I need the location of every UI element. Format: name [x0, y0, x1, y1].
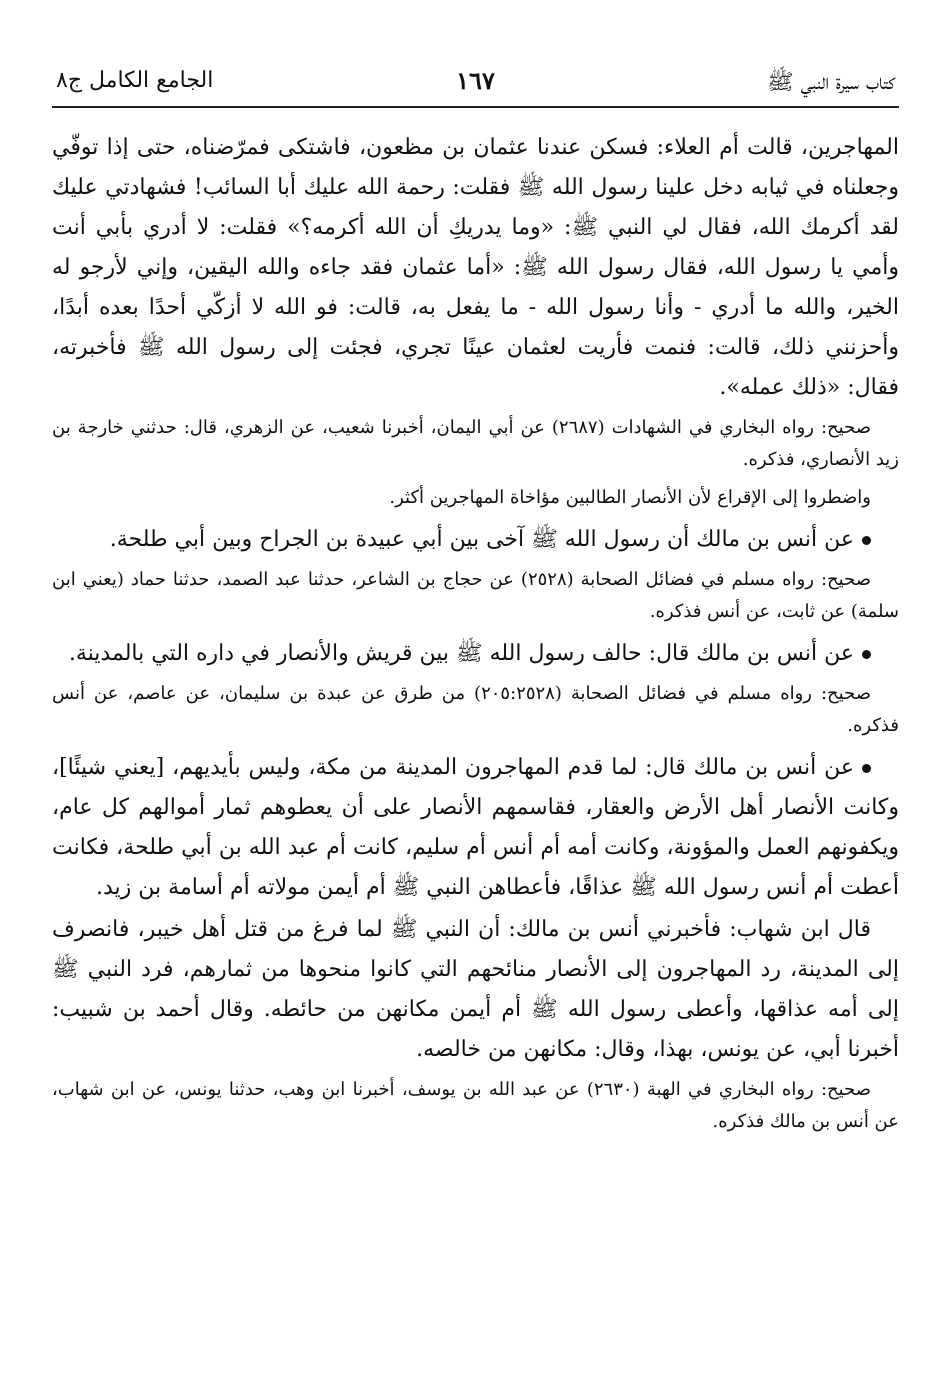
- page-number: ١٦٧: [456, 66, 495, 95]
- hadith-text: عن أنس بن مالك قال: لما قدم المهاجرون المدينة من مكة، وليس بأيديهم، [يعني شيئًا]، وكانت الأنصار أهل الأرض والعقار، فقاسمهم الأنصار على أن يعطوهم ثمار أموالهم كل عام، ويكفونهم العمل والمؤونة، وكانت أمه أم أنس أم سليم، كانت أم عبد الله بن أبي طلحة، فكانت أعطت أم أنس رسول الله ﷺ عذاقًا، فأعطاهن النبي ﷺ أم أيمن مولاته أم أسامة بن زيد.: [52, 755, 899, 900]
- hadith-grading-note: صحيح: رواه البخاري في الهبة (٢٦٣٠) عن عبد الله بن يوسف، أخبرنا ابن وهب، حدثنا يونس، عن ابن شهاب، عن أنس بن مالك فذكره.: [52, 1079, 899, 1132]
- page-body: [52, 128, 899, 1144]
- hadith-text: عن أنس بن مالك أن رسول الله ﷺ آخى بين أبي عبيدة بن الجراح وبين أبي طلحة.: [109, 527, 854, 552]
- hadith-paragraph: [52, 748, 899, 908]
- hadith-grading-note: صحيح: رواه مسلم في فضائل الصحابة (٢٠٥:٢٥٢٨) من طرق عن عبدة بن سليمان، عن عاصم، عن أنس فذكره.: [52, 683, 899, 736]
- hadith-text: عن أنس بن مالك قال: حالف رسول الله ﷺ بين قريش والأنصار في داره التي بالمدينة.: [68, 641, 854, 666]
- collection-title: الجامع الكامل ج٨: [56, 68, 214, 93]
- book-title: كتاب سيرة النبي ﷺ: [767, 70, 895, 95]
- page-header: [52, 62, 899, 108]
- hadith-paragraph: [52, 520, 899, 560]
- paragraph-continuation: المهاجرين، قالت أم العلاء: فسكن عندنا عثمان بن مظعون، فاشتكى فمرّضناه، حتى إذا توفّي وجعلناه في ثيابه دخل علينا رسول الله ﷺ فقلت: رحمة الله عليك أبا السائب! فشهادتي عليك لقد أكرمك الله، فقال لي النبي ﷺ: «وما يدريكِ أن الله أكرمه؟» فقلت: لا أدري بأبي أنت وأمي يا رسول الله، فقال رسول الله ﷺ: «أما عثمان فقد جاءه والله اليقين، وإني لأرجو له الخير، والله ما أدري - وأنا رسول الله - ما يفعل به، قالت: فو الله لا أزكّي أحدًا بعده أبدًا، وأحزنني ذلك، قالت: فنمت فأريت لعثمان عينًا تجري، فجئت إلى رسول الله ﷺ فأخبرته، فقال: «ذلك عمله».: [52, 135, 900, 400]
- commentary-note: واضطروا إلى الإقراع لأن الأنصار الطالبين مؤاخاة المهاجرين أكثر.: [389, 487, 871, 508]
- bullet-icon: [862, 536, 871, 545]
- bullet-icon: [862, 650, 871, 659]
- bullet-icon: [862, 764, 871, 773]
- hadith-grading-note: صحيح: رواه البخاري في الشهادات (٢٦٨٧) عن أبي اليمان، أخبرنا شعيب، عن الزهري، قال: حدثني خارجة بن زيد الأنصاري، فذكره.: [52, 417, 899, 470]
- hadith-grading-note: صحيح: رواه مسلم في فضائل الصحابة (٢٥٢٨) عن حجاج بن الشاعر، حدثنا عبد الصمد، حدثنا حماد (يعني ابن سلمة) عن ثابت، عن أنس فذكره.: [52, 569, 899, 622]
- hadith-paragraph: [52, 634, 899, 674]
- narration-paragraph: قال ابن شهاب: فأخبرني أنس بن مالك: أن النبي ﷺ لما فرغ من قتل أهل خيبر، فانصرف إلى المدينة، رد المهاجرون إلى الأنصار منائحهم التي كانوا منحوها من ثمارهم، فرد النبي ﷺ إلى أمه عذاقها، وأعطى رسول الله ﷺ أم أيمن مكانهن من حائطه. وقال أحمد بن شبيب: أخبرنا أبي، عن يونس، بهذا، وقال: مكانهن من خالصه.: [52, 917, 899, 1062]
